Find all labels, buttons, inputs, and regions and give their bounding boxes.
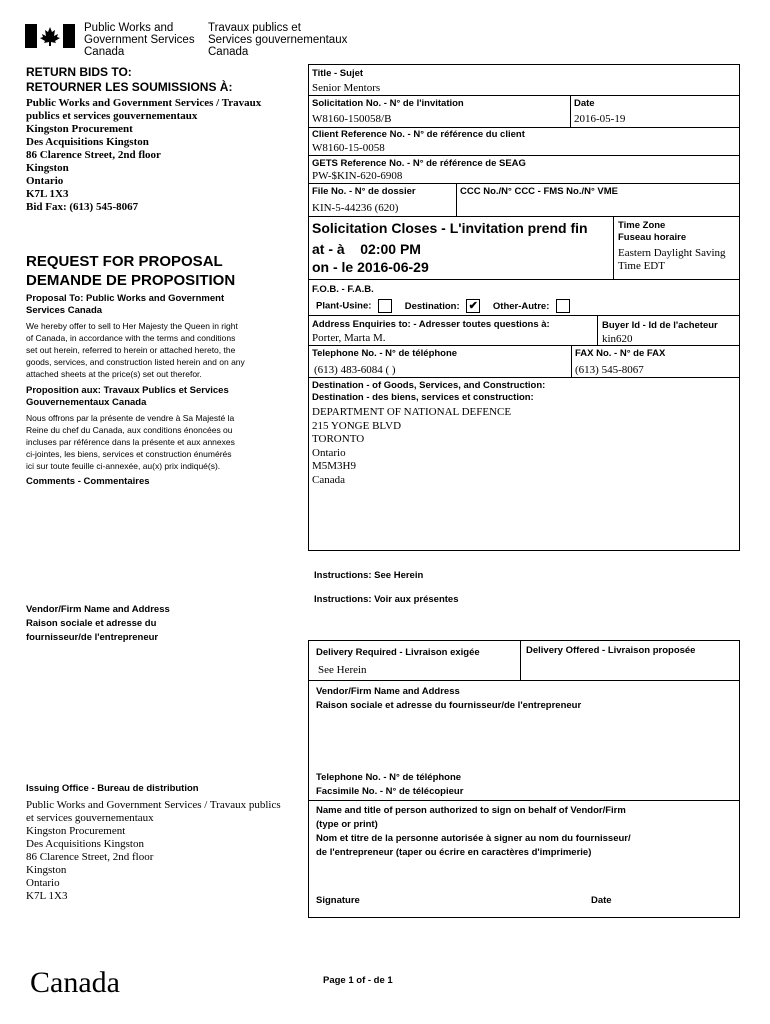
signature-date-label: Date	[591, 895, 612, 906]
solicitation-no-value: W8160-150058/B	[312, 113, 392, 125]
solicitation-no-label: Solicitation No. - N° de l'invitation	[312, 98, 464, 109]
destination-address: DEPARTMENT OF NATIONAL DEFENCE 215 YONGE BLVD TORONTO Ontario M5M3H9 Canada	[312, 406, 512, 486]
proposal-to-body: We hereby offer to sell to Her Majesty the Queen in right of Canada, in accordance with the terms and conditions set out herein, referred to herein or attached hereto, the goods, services, and construction listed herein and on any attached sheets at the price(s) set out therefor.	[26, 321, 245, 379]
proposal-to-heading: Proposal To: Public Works and Government Services Canada	[26, 293, 225, 316]
title-value: Senior Mentors	[312, 82, 381, 94]
fax-value: (613) 545-8067	[575, 364, 644, 376]
buyer-id-label: Buyer Id - Id de l'acheteur	[602, 320, 718, 331]
buyer-id-value: kin620	[602, 333, 633, 345]
plant-checkbox[interactable]	[378, 299, 392, 313]
rfp-title: REQUEST FOR PROPOSAL DEMANDE DE PROPOSITION	[26, 253, 236, 289]
time-value: 02:00 PM	[360, 241, 421, 257]
plant-label: Plant-Usine:	[316, 300, 372, 312]
proposition-body: Nous offrons par la présente de vendre à Sa Majesté la Reine du chef du Canada, aux conditions énoncées ou incluses par référence dans la présente et aux annexes ci-jointes, les biens, services et construction énumérés ici sur toute feuille ci-annexée, au(x) prix indiqué(s).	[26, 413, 235, 471]
file-no-label: File No. - N° de dossier	[312, 186, 416, 197]
phone-value: (613) 483-6084 ( )	[314, 364, 396, 376]
issuing-office-address: Public Works and Government Services / Travaux publics et services gouvernementaux Kingston Procurement Des Acquisitions Kingston 86 Clarence Street, 2nd floor Kingston Ontario K7L 1X3	[26, 799, 281, 902]
fax-label: FAX No. - N° de FAX	[575, 348, 666, 359]
department-name-en: Public Works and Government Services Canada	[84, 22, 195, 58]
other-label: Other-Autre:	[492, 300, 550, 312]
file-no-value: KIN-5-44236 (620)	[312, 202, 399, 214]
date-value: 2016-05-19	[574, 113, 626, 125]
comments-label: Comments - Commentaires	[26, 476, 150, 487]
vendor-firm-label-left: Vendor/Firm Name and Address Raison sociale et adresse du fournisseur/de l'entrepreneur	[26, 604, 170, 643]
signature-label: Signature	[316, 895, 360, 906]
client-ref-value: W8160-15-0058	[312, 142, 385, 154]
title-label: Title - Sujet	[312, 68, 364, 79]
department-name-fr: Travaux publics et Services gouvernementaux Canada	[208, 22, 348, 58]
return-bids-heading: RETURN BIDS TO: RETOURNER LES SOUMISSIONS À:	[26, 65, 233, 94]
destination-option-label: Destination:	[404, 300, 460, 312]
address-enquiries-label: Address Enquiries to: - Adresser toutes questions à:	[312, 319, 550, 330]
instructions-fr: Instructions: Voir aux présentes	[314, 594, 459, 605]
time-zone-label: Time Zone Fuseau horaire	[618, 220, 687, 243]
closing-date	[312, 258, 429, 276]
fob-label: F.O.B. - F.A.B.	[312, 284, 374, 295]
instructions-en: Instructions: See Herein	[314, 570, 424, 581]
close-date-value: 2016-06-29	[357, 259, 429, 275]
canada-wordmark: Canada	[30, 966, 120, 999]
delivery-required-label: Delivery Required - Livraison exigée	[316, 647, 480, 658]
client-ref-label: Client Reference No. - N° de référence du client	[312, 129, 525, 140]
other-checkbox[interactable]	[556, 299, 570, 313]
page-number: Page 1 of - de 1	[323, 975, 393, 986]
issuing-office-label: Issuing Office - Bureau de distribution	[26, 783, 199, 794]
vendor-firm-label-right: Vendor/Firm Name and Address Raison sociale et adresse du fournisseur/de l'entrepreneur	[316, 686, 582, 711]
phone-label: Telephone No. - N° de téléphone	[312, 348, 458, 359]
gets-ref-label: GETS Reference No. - N° de référence de SEAG	[312, 158, 526, 169]
address-enquiries-value: Porter, Marta M.	[312, 332, 386, 344]
delivery-required-value: See Herein	[318, 664, 367, 676]
fob-options	[316, 299, 574, 313]
solicitation-closes-title: Solicitation Closes - L'invitation prend fin	[312, 220, 588, 236]
return-bids-address: Public Works and Government Services / Travaux publics et services gouvernementaux Kingston Procurement Des Acquisitions Kingston 86 Clarence Street, 2nd floor Kingston Ontario K7L 1X3 Bid Fax: (613) 545-8067	[26, 97, 262, 213]
date-label: Date	[574, 98, 595, 109]
time-zone-value: Eastern Daylight Saving Time EDT	[618, 247, 726, 272]
on-label: on - le	[312, 259, 354, 275]
authorized-person-label: Name and title of person authorized to sign on behalf of Vendor/Firm (type or print) Nom et titre de la personne autorisée à signer au nom du fournisseur/ de l'entrepreneur (taper ou écrire en caractères d'imprimerie)	[316, 805, 631, 858]
gets-ref-value: PW-$KIN-620-6908	[312, 170, 403, 182]
delivery-offered-label: Delivery Offered - Livraison proposée	[526, 645, 696, 656]
destination-label: Destination - of Goods, Services, and Construction: Destination - des biens, services et construction:	[312, 380, 546, 403]
canada-flag-logo	[25, 24, 75, 53]
tel-fax-label: Telephone No. - N° de téléphone Facsimile No. - N° de télécopieur	[316, 772, 464, 797]
proposition-heading: Proposition aux: Travaux Publics et Services Gouvernementaux Canada	[26, 385, 229, 408]
ccc-no-label: CCC No./N° CCC - FMS No./N° VME	[460, 186, 619, 197]
at-label: at - à	[312, 241, 345, 257]
destination-checkbox[interactable]: ✔	[466, 299, 480, 313]
closing-time	[312, 240, 421, 258]
